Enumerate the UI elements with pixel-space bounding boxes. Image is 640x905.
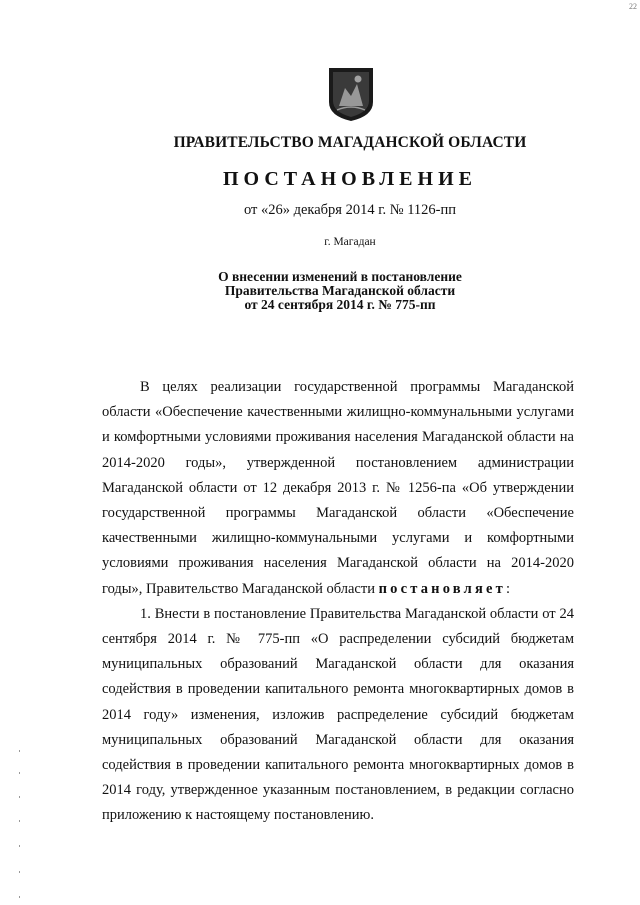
body-paragraph: 1. Внести в постановление Правительства Магаданской области от 24 сентября 2014 г. № 775-пп «О распределении субсидий бюджетам муниципальных образований Магаданской области для оказания содействия в проведении капитального ремонта многоквартирных домов в 2014 году» изменения, изложив распределение субсидий бюджетам муниципальных образований Магаданской области для оказания содействия в проведении капитального ремонта многоквартирных домов в 2014 году, утвержденное указанным постановлением, в редакции согласно приложению к настоящему постановлению. bbox=[102, 605, 574, 824]
corner-mark: 22 bbox=[629, 2, 637, 11]
document-body bbox=[102, 375, 574, 829]
margin-scan-marks bbox=[18, 750, 21, 900]
body-paragraph bbox=[102, 375, 574, 602]
paragraph-text: В целях реализации государственной программы Магаданской области «Обеспечение качественными жилищно-коммунальными услугами и комфортными условиями проживания населения Магаданской области на 2014-2020 годы», утвержденной постановлением администрации Магаданской области от 12 декабря 2013 г. № 1256-па «Об утверждении государственной программы Магаданской области «Обеспечение качественными жилищно-коммунальными услугами и комфортными условиями проживания населения Магаданской области на 2014-2020 годы», Правительство Магаданской области bbox=[102, 379, 574, 597]
city-name: г. Магадан bbox=[324, 236, 376, 248]
subject-line: О внесении изменений в постановление bbox=[218, 269, 462, 284]
paragraph-punct: : bbox=[506, 580, 511, 597]
organization-name: ПРАВИТЕЛЬСТВО МАГАДАНСКОЙ ОБЛАСТИ bbox=[173, 134, 527, 151]
coat-of-arms-icon bbox=[327, 66, 375, 122]
resolution-keyword: постановляет bbox=[378, 580, 506, 597]
document-type: ПОСТАНОВЛЕНИЕ bbox=[223, 168, 477, 190]
document-subject bbox=[0, 270, 640, 312]
subject-line: от 24 сентября 2014 г. № 775-пп bbox=[244, 297, 436, 312]
document-date-number: от «26» декабря 2014 г. № 1126-пп bbox=[243, 202, 457, 218]
subject-line: Правительства Магаданской области bbox=[224, 283, 456, 298]
